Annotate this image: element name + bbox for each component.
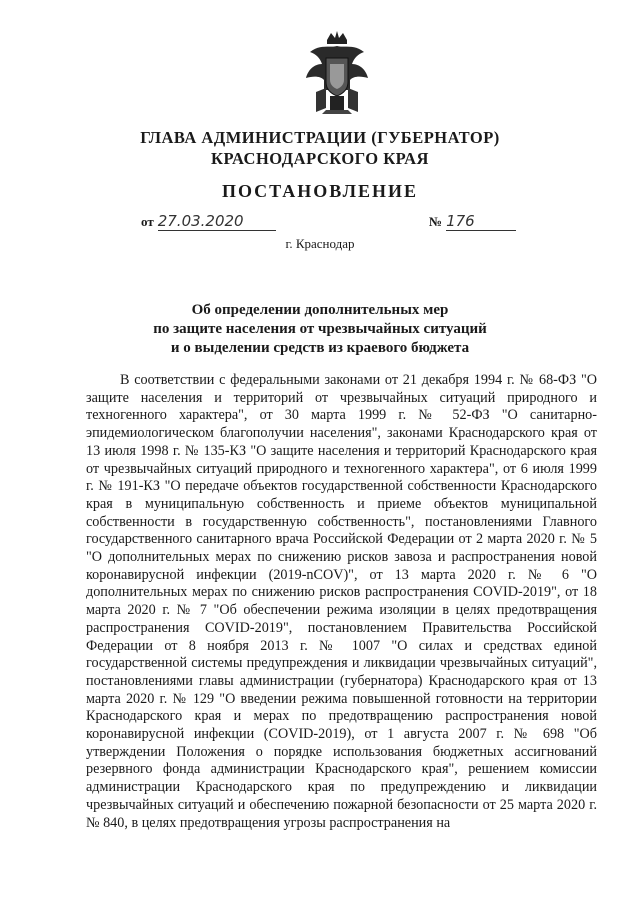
title-line-3: и о выделении средств из краевого бюджета	[170, 340, 470, 356]
document-type: ПОСТАНОВЛЕНИЕ	[221, 181, 419, 201]
date-field	[141, 212, 276, 231]
title-line-1: Об определении дополнительных мер	[191, 302, 449, 318]
issuer-line-2: КРАСНОДАРСКОГО КРАЯ	[211, 149, 429, 168]
date-prefix: от	[141, 214, 154, 229]
city: г. Краснодар	[285, 236, 355, 251]
number-field	[429, 212, 516, 231]
number-prefix: №	[429, 214, 443, 229]
date-value: 27.03.2020	[158, 212, 276, 231]
coat-of-arms-icon	[300, 30, 374, 118]
document-title	[0, 301, 640, 358]
document-body	[86, 372, 597, 832]
body-paragraph: В соответствии с федеральными законами от 21 декабря 1994 г. № 68-ФЗ "О защите населения и территорий от чрезвычайных ситуаций природного и техногенного характера", от 30 марта 1999 г. № 52-ФЗ "О санитарно-эпидемиологическом благополучии населения", законами Краснодарского края от 13 июля 1998 г. № 135-КЗ "О защите населения и территорий Краснодарского края от чрезвычайных ситуаций природного и техногенного характера", от 6 июля 1999 г. № 191-КЗ "О передаче объектов государственной собственности Краснодарского края в муниципальную собственность и приеме объектов муниципальной собственности в государственную собственность", постановлениями Главного государственного санитарного врача Российской Федерации от 2 марта 2020 г. № 5 "О дополнительных мерах по снижению рисков завоза и распространения новой коронавирусной инфекции (2019-nCOV)", от 13 марта 2020 г. № 6 "О дополнительных мерах по снижению рисков распространения COVID-2019", от 18 марта 2020 г. № 7 "Об обеспечении режима изоляции в целях предотвращения распространения COVID-2019", постановлением Правительства Российской Федерации от 8 ноября 2013 г. № 1007 "О силах и средствах единой государственной системы предупреждения и ликвидации чрезвычайных ситуаций", постановлениями главы администрации (губернатора) Краснодарского края от 13 марта 2020 г. № 129 "О введении режима повышенной готовности на территории Краснодарского края и мерах по предотвращению распространения новой коронавирусной инфекции (COVID-2019), от 1 августа 2007 г. № 698 "Об утверждении Положения о порядке использования бюджетных ассигнований резервного фонда администрации Краснодарского края", решением комиссии администрации Краснодарского края по предупреждению и ликвидации чрезвычайных ситуаций и обеспечению пожарной безопасности от 25 марта 2020 г. № 840, в целях предотвращения угрозы распространения на	[86, 372, 597, 831]
number-value: 176	[446, 212, 516, 231]
issuer-line-1: ГЛАВА АДМИНИСТРАЦИИ (ГУБЕРНАТОР)	[140, 128, 500, 147]
title-line-2: по защите населения от чрезвычайных ситуаций	[153, 321, 487, 337]
